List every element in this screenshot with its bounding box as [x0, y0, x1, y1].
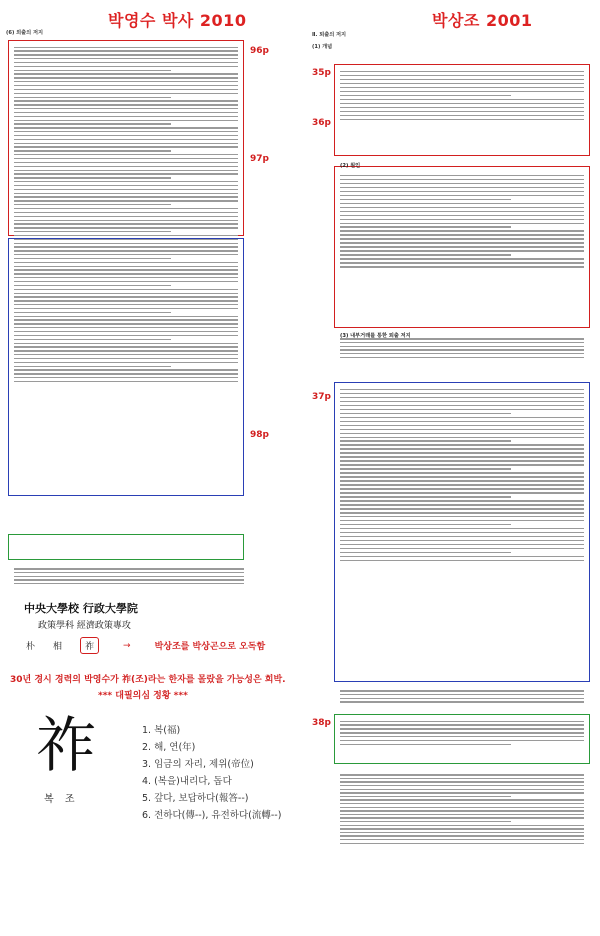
text-line [14, 576, 244, 577]
text-line [14, 373, 238, 374]
meaning-4: 4. (복을)내리다, 돕다 [142, 776, 232, 787]
text-line [14, 377, 238, 378]
text-line [14, 366, 171, 367]
text-line [14, 354, 238, 355]
right-text-lines-6 [340, 718, 584, 748]
right-text-lines-3 [340, 336, 584, 361]
text-line [340, 721, 584, 722]
hanja-meanings [142, 722, 281, 824]
text-line [14, 135, 238, 136]
text-line [340, 504, 584, 505]
text-line [14, 346, 238, 347]
text-line [340, 401, 584, 402]
text-line [340, 219, 584, 220]
text-line [14, 196, 238, 197]
text-line [340, 528, 584, 529]
title-page-excerpt [10, 600, 300, 654]
text-line [340, 828, 584, 829]
text-line [340, 460, 584, 461]
text-line [340, 728, 584, 729]
text-line [14, 343, 238, 344]
text-line [340, 437, 584, 438]
text-line [340, 480, 584, 481]
text-line [14, 316, 238, 317]
text-line [340, 740, 584, 741]
text-line [14, 304, 238, 305]
text-line [340, 107, 584, 108]
text-line [14, 204, 171, 205]
page-mark-98p: 98p [250, 430, 269, 440]
text-line [340, 357, 584, 358]
text-line [14, 189, 238, 190]
name-char-1: 朴 [26, 642, 36, 652]
text-line [340, 500, 584, 501]
text-line [340, 736, 584, 737]
text-line [340, 207, 584, 208]
text-line [340, 258, 584, 259]
page-mark-38p: 38p [312, 718, 331, 728]
text-line [14, 246, 238, 247]
text-line [14, 579, 244, 580]
author-name-row [26, 637, 300, 654]
text-line [340, 468, 511, 469]
text-line [340, 817, 584, 818]
text-line [14, 285, 171, 286]
text-line [340, 492, 584, 493]
text-line [340, 540, 584, 541]
right-text-lines-5 [340, 688, 584, 705]
text-line [14, 108, 238, 109]
text-line [340, 230, 584, 231]
text-line [14, 308, 238, 309]
text-line [340, 778, 584, 779]
text-line [340, 238, 584, 239]
text-line [14, 166, 238, 167]
left-text-lines [14, 44, 238, 385]
title-right: 박상조 2001 [432, 11, 533, 30]
text-line [340, 496, 511, 497]
text-line [14, 70, 171, 71]
text-line [14, 120, 238, 121]
text-line [14, 258, 171, 259]
text-line [14, 572, 244, 573]
text-line [340, 698, 584, 699]
text-line [14, 58, 238, 59]
text-line [340, 744, 511, 745]
text-line [14, 212, 238, 213]
text-line [340, 774, 584, 775]
department-name: 政策學科 經濟政策專攻 [38, 621, 131, 631]
title-left: 박영수 박사 2010 [108, 11, 247, 30]
text-line [14, 177, 171, 178]
meaning-3: 3. 임금의 자리, 제위(帝位) [142, 759, 254, 770]
hanja-character: 祚 [36, 711, 96, 781]
text-line [14, 223, 238, 224]
right-footnotes [340, 772, 584, 846]
text-line [14, 269, 238, 270]
text-line [340, 792, 584, 793]
text-line [340, 223, 584, 224]
text-line [340, 99, 584, 100]
text-line [14, 235, 238, 236]
text-line [14, 112, 238, 113]
right-sub1: (1) 개념 [312, 44, 333, 51]
text-line [340, 175, 584, 176]
text-line [340, 254, 511, 255]
text-line [14, 139, 238, 140]
text-line [340, 266, 584, 267]
text-line [14, 150, 171, 151]
misread-note: 박상조를 박상곤으로 오독함 [154, 642, 266, 652]
right-text-lines-2 [340, 172, 584, 270]
text-line [340, 781, 584, 782]
text-line [14, 93, 238, 94]
text-line [340, 448, 584, 449]
left-green-box [8, 534, 244, 560]
text-line [340, 516, 584, 517]
text-line [340, 211, 584, 212]
meaning-2: 2. 해, 연(年) [142, 742, 196, 753]
text-line [340, 472, 584, 473]
text-line [340, 536, 584, 537]
left-section-heading: (6) 외출의 저지 [6, 30, 44, 36]
text-line [14, 335, 238, 336]
text-line [340, 724, 584, 725]
text-line [14, 216, 238, 217]
text-line [14, 173, 238, 174]
text-line [340, 191, 584, 192]
text-line [340, 512, 584, 513]
text-line [340, 552, 511, 553]
page-mark-96p: 96p [250, 46, 269, 56]
text-line [14, 181, 238, 182]
text-line [340, 183, 584, 184]
text-line [14, 185, 238, 186]
text-line [340, 532, 584, 533]
page-mark-37p: 37p [312, 392, 331, 402]
name-char-3-highlight: 祚 [80, 637, 99, 654]
text-line [340, 839, 584, 840]
text-line [340, 508, 584, 509]
text-line [14, 231, 171, 232]
ghostwriting-note: *** 대필의심 정황 *** [98, 691, 188, 701]
text-line [14, 77, 238, 78]
text-line [340, 71, 584, 72]
text-line [14, 243, 238, 244]
text-line [14, 154, 238, 155]
text-line [340, 353, 584, 354]
text-line [14, 123, 171, 124]
text-line [14, 568, 244, 569]
left-footnotes [14, 566, 244, 587]
text-line [340, 203, 584, 204]
text-line [14, 262, 238, 263]
text-line [14, 127, 238, 128]
text-line [340, 476, 584, 477]
text-line [340, 103, 584, 104]
hanja-reading: 복 조 [44, 794, 79, 805]
text-line [340, 79, 584, 80]
university-name: 中央大學校 行政大學院 [24, 602, 138, 615]
text-line [14, 62, 238, 63]
text-line [14, 583, 244, 584]
text-line [340, 342, 584, 343]
arrow-right-icon: → [123, 640, 131, 651]
text-line [340, 810, 584, 811]
text-line [340, 179, 584, 180]
text-line [14, 47, 238, 48]
text-line [14, 208, 238, 209]
text-line [340, 690, 584, 691]
text-line [340, 444, 584, 445]
text-line [14, 54, 238, 55]
text-line [14, 277, 238, 278]
text-line [14, 381, 238, 382]
right-text-lines-4 [340, 386, 584, 564]
text-line [14, 193, 238, 194]
text-line [14, 358, 238, 359]
text-line [14, 143, 238, 144]
text-line [340, 520, 584, 521]
text-line [340, 560, 584, 561]
text-line [340, 814, 584, 815]
text-line [340, 433, 584, 434]
text-line [340, 440, 511, 441]
text-line [14, 170, 238, 171]
text-line [14, 289, 238, 290]
right-text-lines-1 [340, 68, 584, 122]
text-line [340, 807, 584, 808]
text-line [14, 220, 238, 221]
text-line [340, 544, 584, 545]
text-line [340, 115, 584, 116]
text-line [340, 524, 511, 525]
text-line [340, 250, 584, 251]
text-line [14, 312, 171, 313]
page-mark-35p: 35p [312, 68, 331, 78]
text-line [340, 464, 584, 465]
text-line [340, 413, 511, 414]
text-line [14, 81, 238, 82]
text-line [340, 187, 584, 188]
text-line [340, 199, 511, 200]
text-line [340, 87, 584, 88]
text-line [14, 131, 238, 132]
text-line [340, 242, 584, 243]
text-line [340, 821, 511, 822]
text-line [340, 262, 584, 263]
text-line [340, 417, 584, 418]
text-line [340, 425, 584, 426]
text-line [340, 83, 584, 84]
text-line [14, 369, 238, 370]
text-line [340, 397, 584, 398]
page-mark-97p: 97p [250, 154, 269, 164]
text-line [14, 293, 238, 294]
meaning-6: 6. 전하다(傳--), 유전하다(流轉--) [142, 810, 282, 821]
text-line [340, 91, 584, 92]
text-line [340, 556, 584, 557]
text-line [14, 100, 238, 101]
page-mark-36p: 36p [312, 118, 331, 128]
text-line [340, 75, 584, 76]
text-line [340, 488, 584, 489]
text-line [14, 85, 238, 86]
right-sub2: (2) 원인 [340, 163, 361, 169]
text-line [340, 785, 584, 786]
text-line [14, 323, 238, 324]
text-line [14, 97, 171, 98]
text-line [14, 104, 238, 105]
text-line [340, 694, 584, 695]
name-char-2: 相 [53, 642, 63, 652]
text-line [340, 389, 584, 390]
text-line [14, 66, 238, 67]
text-line [340, 799, 584, 800]
suspicion-note: 30년 경시 경력의 박영수가 祚(조)라는 한자를 몰랐을 가능성은 희박. [10, 675, 286, 685]
text-line [340, 452, 584, 453]
text-line [340, 111, 584, 112]
text-line [340, 825, 584, 826]
text-line [14, 250, 238, 251]
text-line [14, 158, 238, 159]
text-line [340, 393, 584, 394]
text-line [340, 195, 584, 196]
text-line [14, 273, 238, 274]
text-line [14, 162, 238, 163]
text-line [14, 339, 171, 340]
text-line [14, 254, 238, 255]
text-line [14, 50, 238, 51]
text-line [14, 146, 238, 147]
text-line [340, 732, 584, 733]
text-line [340, 429, 584, 430]
text-line [340, 843, 584, 844]
meaning-1: 1. 복(福) [142, 725, 181, 736]
text-line [340, 832, 584, 833]
text-line [340, 226, 511, 227]
text-line [14, 319, 238, 320]
text-line [340, 405, 584, 406]
text-line [14, 362, 238, 363]
right-sub3: (3) 내부거래를 통한 퇴출 저지 [340, 333, 411, 339]
text-line [14, 200, 238, 201]
text-line [340, 409, 584, 410]
text-line [340, 701, 584, 702]
text-line [14, 331, 238, 332]
text-line [340, 789, 584, 790]
text-line [340, 346, 584, 347]
text-line [14, 327, 238, 328]
text-line [14, 266, 238, 267]
text-line [14, 281, 238, 282]
text-line [340, 349, 584, 350]
text-line [340, 803, 584, 804]
meaning-5: 5. 갚다, 보답하다(報答--) [142, 793, 249, 804]
text-line [340, 215, 584, 216]
text-line [14, 300, 238, 301]
text-line [340, 421, 584, 422]
text-line [340, 548, 584, 549]
text-line [14, 239, 238, 240]
text-line [340, 119, 584, 120]
text-line [340, 835, 584, 836]
text-line [340, 456, 584, 457]
right-chapter-heading: Ⅱ. 퇴출의 저지 [312, 32, 347, 38]
text-line [14, 296, 238, 297]
text-line [340, 796, 511, 797]
text-line [340, 484, 584, 485]
text-line [340, 95, 511, 96]
text-line [14, 227, 238, 228]
text-line [14, 116, 238, 117]
text-line [14, 89, 238, 90]
text-line [340, 246, 584, 247]
text-line [14, 350, 238, 351]
text-line [14, 73, 238, 74]
text-line [340, 234, 584, 235]
